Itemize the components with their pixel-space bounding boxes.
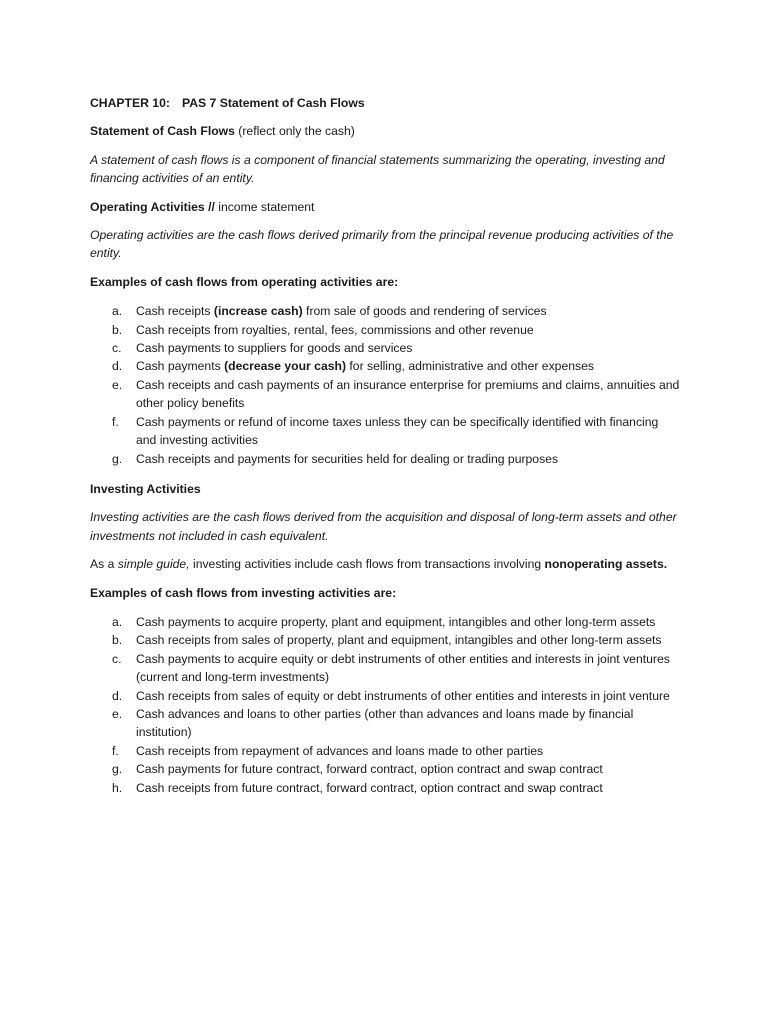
operating-heading-note: income statement <box>214 199 315 214</box>
list-item: c. Cash payments to acquire equity or debt instruments of other entities and interests in joint ventures (current and long-term investments) <box>112 651 670 685</box>
list-marker: a. <box>112 304 123 319</box>
list-item: f. Cash receipts from repayment of advances and loans made to other parties <box>90 742 680 760</box>
list-item: h. Cash receipts from future contract, forward contract, option contract and swap contract <box>90 779 680 797</box>
list-item: b. Cash receipts from royalties, rental, fees, commissions and other revenue <box>90 321 680 339</box>
list-item: a. Cash receipts (increase cash) from sale of goods and rendering of services <box>90 302 680 320</box>
list-item: e. Cash receipts and cash payments of an insurance enterprise for premiums and claims, annuities and other policy benefits <box>112 377 680 411</box>
operating-definition: Operating activities are the cash flows derived primarily from the principal revenue producing activities of the entity. <box>90 228 674 261</box>
soc-definition: A statement of cash flows is a component of financial statements summarizing the operating, investing and financing activities of an entity. <box>90 152 665 186</box>
operating-heading <box>90 198 680 216</box>
operating-examples-list <box>90 302 680 468</box>
investing-examples-heading: Examples of cash flows from investing activities are: <box>90 585 397 600</box>
investing-definition: Investing activities are the cash flows derived from the acquisition and disposal of long-term assets and other investments not included in cash equivalent. <box>90 510 677 543</box>
soc-heading-bold: Statement of Cash Flows <box>90 124 235 139</box>
list-item: f. Cash payments or refund of income taxes unless they can be specifically identified with financing and investing activities <box>112 414 659 448</box>
list-item: e. Cash advances and loans to other parties (other than advances and loans made by financial institution) <box>112 706 634 740</box>
list-marker: c. <box>112 341 122 356</box>
list-marker: d. <box>112 359 123 374</box>
investing-heading: Investing Activities <box>90 481 201 496</box>
soc-heading-note: (reflect only the cash) <box>234 124 355 139</box>
list-marker: c. <box>112 651 122 666</box>
document-body <box>90 94 680 809</box>
list-marker: d. <box>112 688 123 703</box>
list-marker: f. <box>112 743 119 758</box>
chapter-title: PAS 7 Statement of Cash Flows <box>182 96 365 110</box>
list-item: g. Cash receipts and payments for securities held for dealing or trading purposes <box>90 450 680 468</box>
list-item: c. Cash payments to suppliers for goods and services <box>90 339 680 357</box>
chapter-heading <box>90 94 680 112</box>
list-marker: f. <box>112 414 119 429</box>
operating-examples-heading: Examples of cash flows from operating activities are: <box>90 274 399 289</box>
list-item: g. Cash payments for future contract, forward contract, option contract and swap contract <box>90 760 680 778</box>
operating-heading-bold: Operating Activities // <box>90 199 215 214</box>
list-marker: e. <box>112 706 123 721</box>
list-marker: h. <box>112 780 123 795</box>
investing-guide: As a simple guide, investing activities include cash flows from transactions involving nonoperating assets. <box>90 557 668 572</box>
list-marker: b. <box>112 633 123 648</box>
list-marker: a. <box>112 614 123 629</box>
list-marker: b. <box>112 322 123 337</box>
list-marker: g. <box>112 762 123 777</box>
list-item: d. Cash receipts from sales of equity or debt instruments of other entities and interests in joint venture <box>90 687 680 705</box>
list-item: b. Cash receipts from sales of property, plant and equipment, intangibles and other long-term assets <box>90 631 680 649</box>
investing-examples-list <box>90 613 680 797</box>
list-marker: e. <box>112 377 123 392</box>
chapter-number: CHAPTER 10: <box>90 96 170 110</box>
list-item: d. Cash payments (decrease your cash) for selling, administrative and other expenses <box>90 357 680 375</box>
list-item: a. Cash payments to acquire property, plant and equipment, intangibles and other long-term assets <box>90 613 680 631</box>
list-marker: g. <box>112 451 123 466</box>
soc-heading <box>90 122 680 140</box>
